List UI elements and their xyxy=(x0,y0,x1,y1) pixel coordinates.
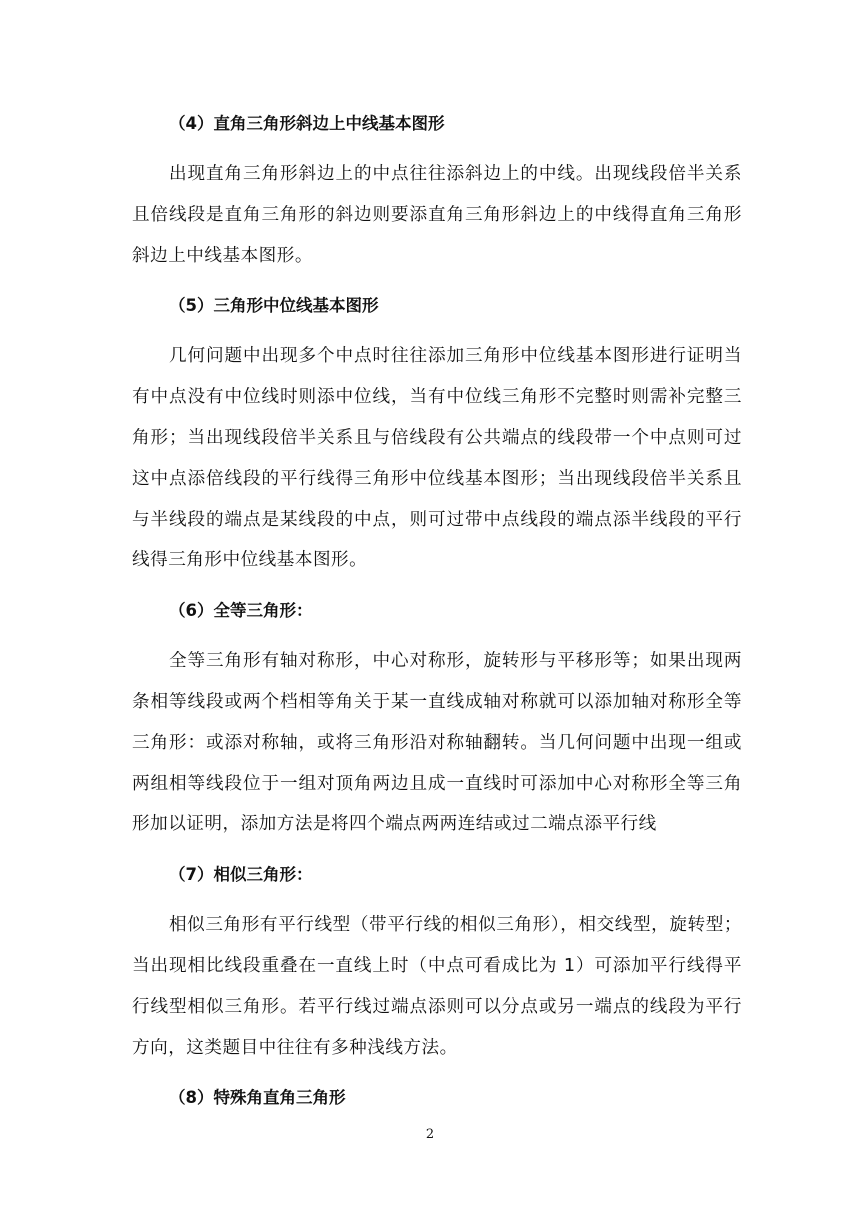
page-number: 2 xyxy=(425,1127,435,1142)
section-heading-7: （7）相似三角形： xyxy=(169,865,313,885)
section-paragraph-5: 几何问题中出现多个中点时往往添加三角形中位线基本图形进行证明当有中点没有中位线时则添中位线，当有中位线三角形不完整时则需补完整三角形；当出现线段倍半关系且与倍线段有公共端点的线段带一个中点则可过这中点添倍线段的平行线得三角形中位线基本图形；当出现线段倍半关系且与半线段的端点是某线段的中点，则可过带中点线段的端点添半线段的平行线得三角形中位线基本图形。 xyxy=(132,346,742,571)
section-paragraph-7: 相似三角形有平行线型（带平行线的相似三角形），相交线型，旋转型；当出现相比线段重叠在一直线上时（中点可看成比为 1）可添加平行线得平行线型相似三角形。若平行线过端点添则可以分点或另一端点的线段为平行方向，这类题目中往往有多种浅线方法。 xyxy=(132,915,742,1058)
section-heading-8: （8）特殊角直角三角形 xyxy=(169,1088,346,1108)
section-paragraph-6: 全等三角形有轴对称形，中心对称形，旋转形与平移形等；如果出现两条相等线段或两个档相等角关于某一直线成轴对称就可以添加轴对称形全等三角形：或添对称轴，或将三角形沿对称轴翻转。当几何问题中出现一组或两组相等线段位于一组对顶角两边且成一直线时可添加中心对称形全等三角形加以证明，添加方法是将四个端点两两连结或过二端点添平行线 xyxy=(132,651,742,835)
section-heading-6: （6）全等三角形： xyxy=(169,601,313,621)
section-heading-4: （4）直角三角形斜边上中线基本图形 xyxy=(169,114,445,133)
section-heading-5: （5）三角形中位线基本图形 xyxy=(169,296,379,316)
document-body xyxy=(132,108,742,1128)
section-paragraph-4: 出现直角三角形斜边上的中点往往添斜边上的中线。出现线段倍半关系且倍线段是直角三角形的斜边则要添直角三角形斜边上的中线得直角三角形斜边上中线基本图形。 xyxy=(132,164,742,266)
